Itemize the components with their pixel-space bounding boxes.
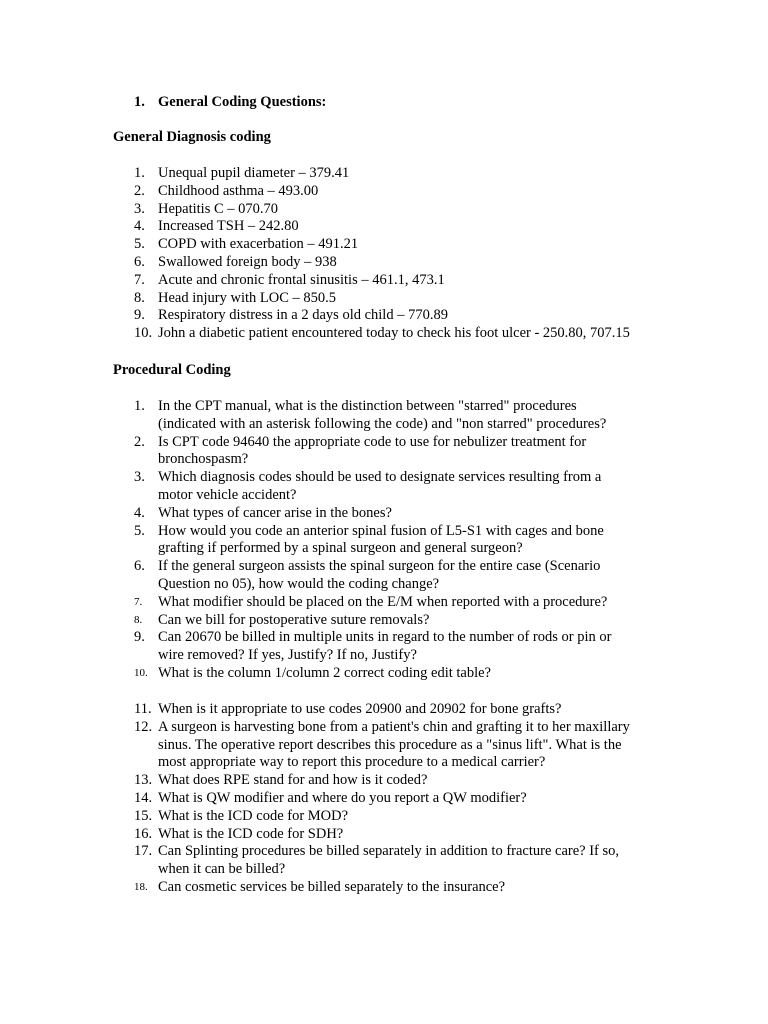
- list-item: [0, 719, 700, 772]
- list-item-number: 4.: [134, 504, 145, 521]
- procedural-list-continued: [0, 701, 700, 897]
- list-item: [0, 307, 700, 325]
- list-item: [0, 879, 700, 897]
- list-item-number: 17.: [134, 843, 153, 860]
- list-item-text: Hepatitis C – 070.70: [158, 200, 279, 217]
- list-item-text: Can we bill for postoperative suture removals?: [158, 611, 430, 628]
- list-item-number: 15.: [134, 807, 153, 824]
- list-item: [0, 612, 700, 630]
- list-item-number: 16.: [134, 825, 153, 842]
- list-item-number: 7.: [134, 595, 143, 608]
- list-item-text: Respiratory distress in a 2 days old child – 770.89: [158, 307, 448, 324]
- list-item-number: 6.: [134, 558, 145, 575]
- list-item-text: Is CPT code 94640 the appropriate code to use for nebulizer treatment for bronchospasm?: [158, 433, 587, 468]
- list-item: [0, 629, 700, 665]
- list-item-text: In the CPT manual, what is the distinction between "starred" procedures (indicated with an asterisk following the code) and "non starred" procedures?: [158, 398, 607, 432]
- list-item-text: What modifier should be placed on the E/M when reported with a procedure?: [158, 593, 608, 610]
- list-item-number: 2.: [134, 433, 145, 450]
- list-item: [0, 665, 700, 683]
- list-item-number: 1.: [134, 398, 145, 414]
- list-item: [0, 434, 700, 470]
- list-item: [0, 523, 700, 559]
- diagnosis-section-title: General Diagnosis coding: [113, 129, 271, 145]
- list-item-number: 7.: [134, 271, 145, 288]
- list-item: [0, 165, 700, 183]
- list-item-text: What is the column 1/column 2 correct coding edit table?: [158, 664, 491, 681]
- list-item-number: 11.: [134, 701, 152, 717]
- list-item-number: 10.: [134, 325, 153, 342]
- list-item-text: What types of cancer arise in the bones?: [158, 504, 392, 521]
- list-item-text: Head injury with LOC – 850.5: [158, 289, 337, 306]
- list-item: [0, 254, 700, 272]
- list-item-number: 2.: [134, 182, 145, 199]
- list-item-number: 14.: [134, 789, 153, 806]
- list-item-number: 18.: [134, 880, 148, 893]
- list-item-text: Can Splinting procedures be billed separately in addition to fracture care? If so, when it can be billed?: [158, 843, 620, 878]
- list-item-text: If the general surgeon assists the spinal surgeon for the entire case (Scenario Question no 05), how would the coding change?: [158, 558, 601, 592]
- list-item: [0, 236, 700, 254]
- list-item-text: What does RPE stand for and how is it coded?: [158, 772, 428, 789]
- list-item: [0, 201, 700, 219]
- list-item-number: 6.: [134, 253, 145, 270]
- list-item-text: Can 20670 be billed in multiple units in regard to the number of rods or pin or wire removed? If yes, Justify? If no, Justify?: [158, 629, 612, 664]
- list-item-text: Childhood asthma – 493.00: [158, 182, 319, 199]
- list-item-text: John a diabetic patient encountered today to check his foot ulcer - 250.80, 707.15: [158, 325, 630, 342]
- list-item: [0, 701, 700, 719]
- procedural-section-title: Procedural Coding: [113, 362, 231, 378]
- list-item-text: Can cosmetic services be billed separately to the insurance?: [158, 878, 506, 895]
- list-item-number: 3.: [134, 469, 145, 486]
- list-item: [0, 505, 700, 523]
- list-item: [0, 558, 700, 594]
- procedural-list: [0, 398, 700, 683]
- list-item-number: 5.: [134, 522, 145, 539]
- list-item-text: What is the ICD code for SDH?: [158, 825, 344, 842]
- list-item: [0, 808, 700, 826]
- list-item-number: 12.: [134, 718, 153, 735]
- main-heading-text: General Coding Questions:: [158, 94, 327, 110]
- list-item: [0, 826, 700, 844]
- list-item-text: Which diagnosis codes should be used to designate services resulting from a motor vehicle accident?: [158, 469, 602, 503]
- list-item: [0, 594, 700, 612]
- list-item-text: A surgeon is harvesting bone from a patient's chin and grafting it to her maxillary sinus. The operative report describes this procedure as a "sinus lift". What is the most appropriate way to report this procedure to a medical carrier?: [158, 718, 630, 771]
- list-item-text: COPD with exacerbation – 491.21: [158, 236, 359, 253]
- list-item-text: Swallowed foreign body – 938: [158, 253, 337, 270]
- list-item: [0, 398, 700, 434]
- list-item-number: 1.: [134, 165, 145, 181]
- list-item-number: 5.: [134, 236, 145, 253]
- list-item-number: 8.: [134, 613, 143, 626]
- list-item: [0, 218, 700, 236]
- list-item-number: 10.: [134, 666, 148, 679]
- list-item-number: 9.: [134, 629, 145, 646]
- list-item: [0, 183, 700, 201]
- list-item: [0, 325, 700, 343]
- list-item: [0, 772, 700, 790]
- list-item-text: Acute and chronic frontal sinusitis – 461.1, 473.1: [158, 271, 445, 288]
- list-item-number: 13.: [134, 772, 153, 789]
- list-item: [0, 272, 700, 290]
- list-item: [0, 790, 700, 808]
- main-heading-number: 1.: [134, 94, 145, 110]
- list-item-text: How would you code an anterior spinal fusion of L5-S1 with cages and bone grafting if performed by a spinal surgeon and general surgeon?: [158, 522, 604, 557]
- list-item-number: 8.: [134, 289, 145, 306]
- diagnosis-list: [0, 165, 700, 343]
- list-item: [0, 290, 700, 308]
- list-item-text: What is QW modifier and where do you report a QW modifier?: [158, 789, 527, 806]
- list-item: [0, 843, 700, 879]
- list-item-number: 4.: [134, 218, 145, 235]
- list-item: [0, 469, 700, 505]
- list-item-text: Unequal pupil diameter – 379.41: [158, 165, 350, 181]
- list-item-text: When is it appropriate to use codes 20900 and 20902 for bone grafts?: [158, 701, 562, 717]
- main-heading: [134, 94, 326, 112]
- list-item-text: What is the ICD code for MOD?: [158, 807, 349, 824]
- list-item-number: 3.: [134, 200, 145, 217]
- list-item-text: Increased TSH – 242.80: [158, 218, 299, 235]
- list-item-number: 9.: [134, 307, 145, 324]
